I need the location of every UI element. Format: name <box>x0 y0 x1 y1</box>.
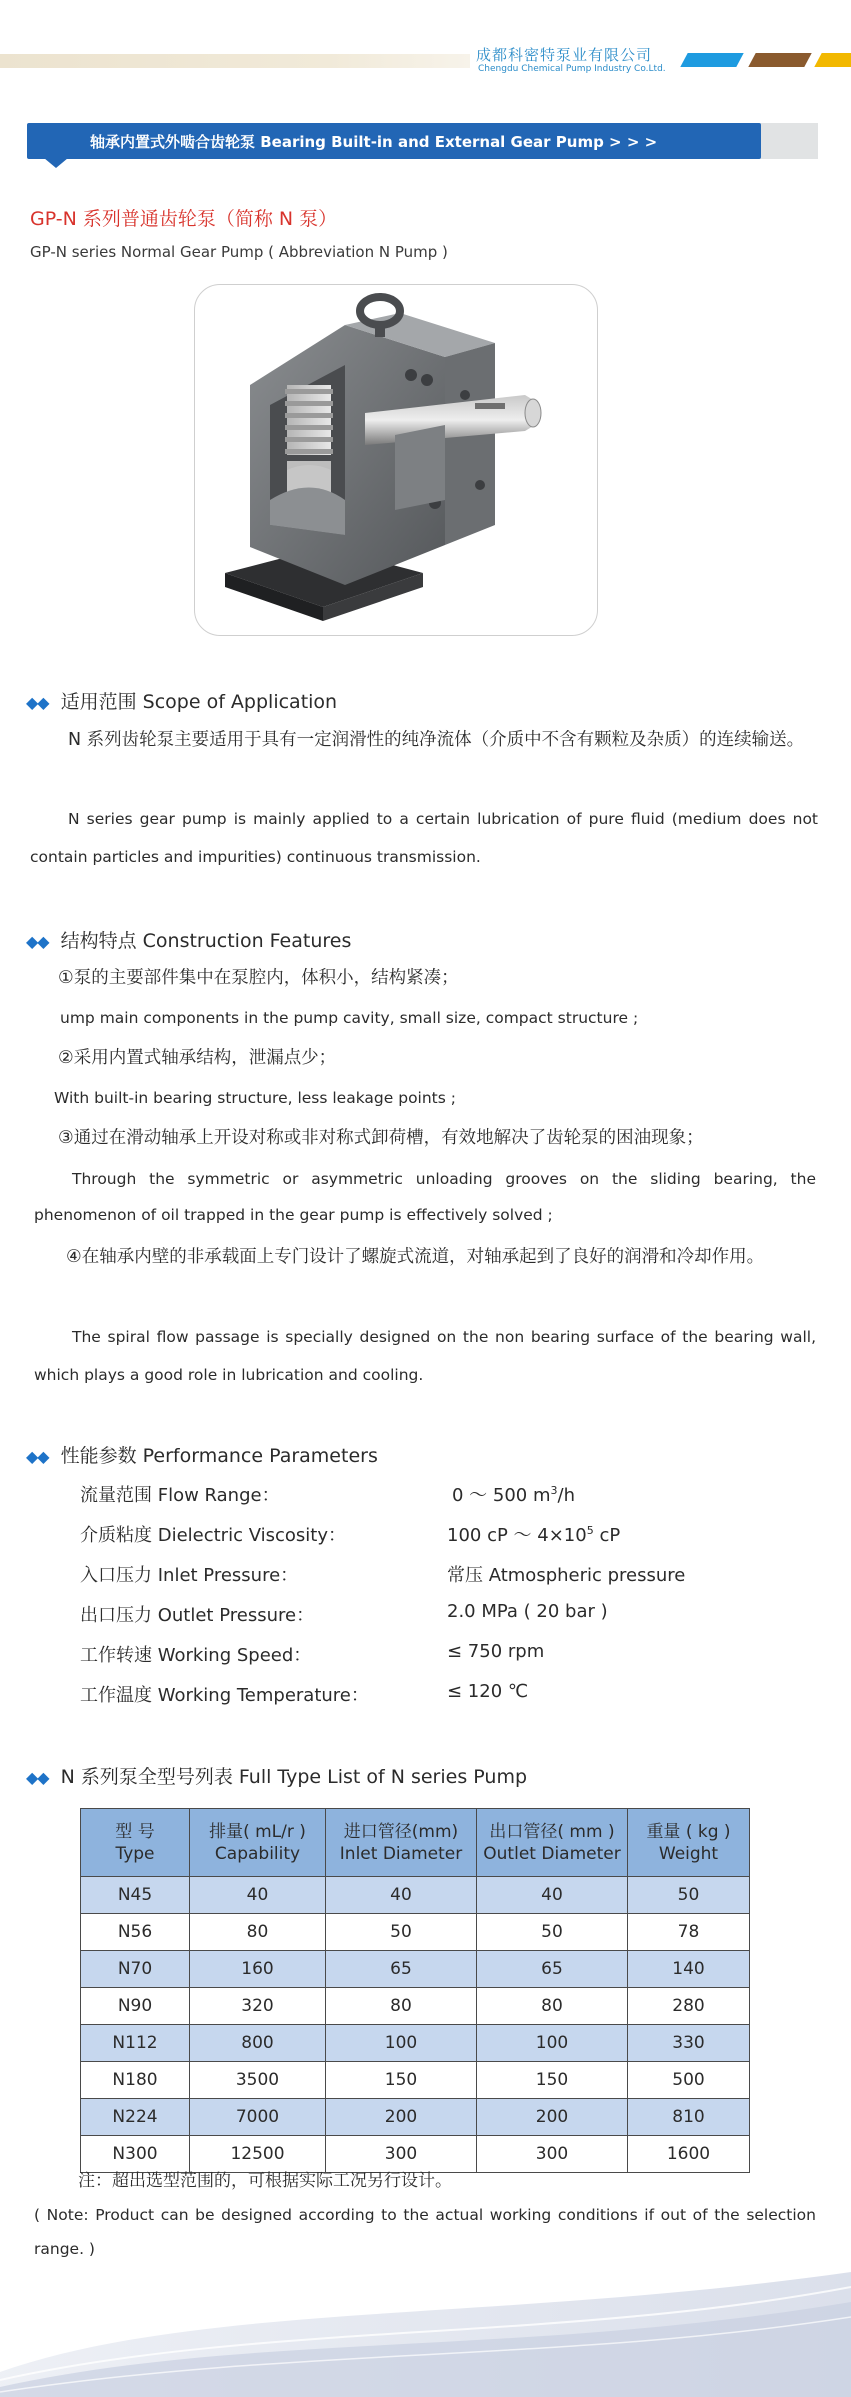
feature-4-en: The spiral flow passage is specially designed on the non bearing surface of the bearing wall, which plays a good role in lubrication and cooling. <box>34 1328 816 1384</box>
cell-capability: 3500 <box>190 2062 326 2099</box>
col-type-header: 型 号 Type <box>81 1809 190 1877</box>
cell-inlet: 200 <box>326 2099 477 2136</box>
cell-weight: 50 <box>628 1877 750 1914</box>
cell-outlet: 300 <box>477 2136 628 2173</box>
features-heading: ◆◆ 结构特点 Construction Features <box>26 930 352 952</box>
table-row <box>81 1951 750 1988</box>
col-outlet-header: 出口管径( mm ) Outlet Diameter <box>477 1809 628 1877</box>
feature-1-cn: ①泵的主要部件集中在泵腔内，体积小，结构紧凑； <box>58 968 459 988</box>
param-flow-range-label: 流量范围 Flow Range： <box>80 1485 280 1506</box>
cell-capability: 80 <box>190 1914 326 1951</box>
cell-inlet: 65 <box>326 1951 477 1988</box>
param-outlet-pressure-value: 2.0 MPa ( 20 bar ) <box>447 1601 608 1622</box>
cell-type: N45 <box>81 1877 190 1914</box>
diamond-bullet-icon: ◆◆ <box>26 693 49 712</box>
product-title-cn: GP-N 系列普通齿轮泵（简称 N 泵） <box>30 208 338 230</box>
param-working-speed-label: 工作转速 Working Speed： <box>80 1645 312 1666</box>
cell-weight: 140 <box>628 1951 750 1988</box>
product-image-frame <box>194 284 598 636</box>
cell-outlet: 150 <box>477 2062 628 2099</box>
header-yellow-bar <box>814 53 851 67</box>
cell-type: N112 <box>81 2025 190 2062</box>
cell-outlet: 200 <box>477 2099 628 2136</box>
param-working-temp-value: ≤ 120 ℃ <box>447 1681 529 1702</box>
cell-weight: 78 <box>628 1914 750 1951</box>
cell-type: N180 <box>81 2062 190 2099</box>
cell-inlet: 100 <box>326 2025 477 2062</box>
cell-outlet: 80 <box>477 1988 628 2025</box>
table-row <box>81 2099 750 2136</box>
cell-weight: 500 <box>628 2062 750 2099</box>
table-note-en: ( Note: Product can be designed according to the actual working conditions if out of the selection range. ) <box>34 2206 816 2258</box>
diamond-bullet-icon: ◆◆ <box>26 1768 49 1787</box>
cell-capability: 40 <box>190 1877 326 1914</box>
cell-type: N224 <box>81 2099 190 2136</box>
banner-end-block <box>756 123 818 159</box>
type-list-table <box>80 1808 750 2173</box>
param-viscosity-value: 100 cP ～ $4\times 10^5$ cP <box>447 1524 621 1546</box>
feature-3-cn: ③通过在滑动轴承上开设对称或非对称式卸荷槽，有效地解决了齿轮泵的困油现象； <box>58 1128 704 1148</box>
cell-outlet: 40 <box>477 1877 628 1914</box>
cell-capability: 160 <box>190 1951 326 1988</box>
table-note-cn: 注：超出选型范围的，可根据实际工况另行设计。 <box>78 2171 452 2191</box>
wave-decoration <box>0 2262 851 2397</box>
table-row <box>81 1877 750 1914</box>
application-text-cn: N 系列齿轮泵主要适用于具有一定润滑性的纯净流体（介质中不含有颗粒及杂质）的连续输送。 <box>68 730 805 750</box>
cell-weight: 1600 <box>628 2136 750 2173</box>
feature-2-en: With built-in bearing structure, less leakage points ; <box>54 1089 456 1107</box>
cell-capability: 12500 <box>190 2136 326 2173</box>
header-stripe <box>0 54 470 68</box>
cell-weight: 330 <box>628 2025 750 2062</box>
param-viscosity-label: 介质粘度 Dielectric Viscosity： <box>80 1525 347 1546</box>
cell-type: N56 <box>81 1914 190 1951</box>
table-row <box>81 1988 750 2025</box>
cell-outlet: 100 <box>477 2025 628 2062</box>
cell-type: N70 <box>81 1951 190 1988</box>
cell-inlet: 40 <box>326 1877 477 1914</box>
application-heading: ◆◆ 适用范围 Scope of Application <box>26 691 338 713</box>
cell-outlet: 50 <box>477 1914 628 1951</box>
header-brown-bar <box>748 53 811 67</box>
header-blue-bar <box>680 53 743 67</box>
feature-1-en: ump main components in the pump cavity, small size, compact structure ; <box>60 1009 639 1027</box>
cell-weight: 280 <box>628 1988 750 2025</box>
diamond-bullet-icon: ◆◆ <box>26 1447 49 1466</box>
table-header-row <box>81 1809 750 1877</box>
company-name-cn: 成都科密特泵业有限公司 <box>476 46 653 64</box>
param-outlet-pressure-label: 出口压力 Outlet Pressure： <box>80 1605 315 1626</box>
param-working-temp-label: 工作温度 Working Temperature： <box>80 1685 369 1706</box>
param-working-speed-value: ≤ 750 rpm <box>447 1641 545 1662</box>
diamond-bullet-icon: ◆◆ <box>26 932 49 951</box>
cell-weight: 810 <box>628 2099 750 2136</box>
feature-4-cn: ④在轴承内壁的非承载面上专门设计了螺旋式流道，对轴承起到了良好的润滑和冷却作用。 <box>66 1247 765 1267</box>
product-title-en: GP-N series Normal Gear Pump ( Abbreviation N Pump ) <box>30 243 448 261</box>
cell-outlet: 65 <box>477 1951 628 1988</box>
feature-2-cn: ②采用内置式轴承结构，泄漏点少； <box>58 1048 337 1068</box>
type-list-heading: ◆◆ N 系列泵全型号列表 Full Type List of N series Pump <box>26 1766 528 1788</box>
cell-inlet: 150 <box>326 2062 477 2099</box>
col-capability-header: 排量( mL/r ) Capability <box>190 1809 326 1877</box>
table-row <box>81 2025 750 2062</box>
company-name-en: Chengdu Chemical Pump Industry Co.Ltd. <box>478 64 666 74</box>
table-row <box>81 2062 750 2099</box>
banner-tail <box>44 158 68 168</box>
param-flow-range-value: 0 ～ 500 $m^3/h$ <box>452 1484 575 1506</box>
bottom-decoration <box>0 2262 851 2397</box>
col-inlet-header: 进口管径(mm) Inlet Diameter <box>326 1809 477 1877</box>
banner-title: 轴承内置式外啮合齿轮泵 Bearing Built-in and External Gear Pump > > > <box>90 133 658 151</box>
cell-type: N300 <box>81 2136 190 2173</box>
cell-inlet: 80 <box>326 1988 477 2025</box>
gear-pump-image <box>195 285 597 635</box>
table-row <box>81 1914 750 1951</box>
param-inlet-pressure-label: 入口压力 Inlet Pressure： <box>80 1565 299 1586</box>
page-header <box>0 0 851 90</box>
cell-inlet: 300 <box>326 2136 477 2173</box>
cell-type: N90 <box>81 1988 190 2025</box>
cell-capability: 7000 <box>190 2099 326 2136</box>
feature-3-en: Through the symmetric or asymmetric unloading grooves on the sliding bearing, the phenomenon of oil trapped in the gear pump is effectively solved ; <box>34 1170 816 1224</box>
application-text-en: N series gear pump is mainly applied to a certain lubrication of pure fluid (medium does not contain particles and impurities) continuous transmission. <box>30 810 818 866</box>
cell-inlet: 50 <box>326 1914 477 1951</box>
param-inlet-pressure-value: 常压 Atmospheric pressure <box>447 1565 686 1586</box>
cell-capability: 320 <box>190 1988 326 2025</box>
performance-heading: ◆◆ 性能参数 Performance Parameters <box>26 1445 378 1467</box>
col-weight-header: 重量 ( kg ) Weight <box>628 1809 750 1877</box>
cell-capability: 800 <box>190 2025 326 2062</box>
